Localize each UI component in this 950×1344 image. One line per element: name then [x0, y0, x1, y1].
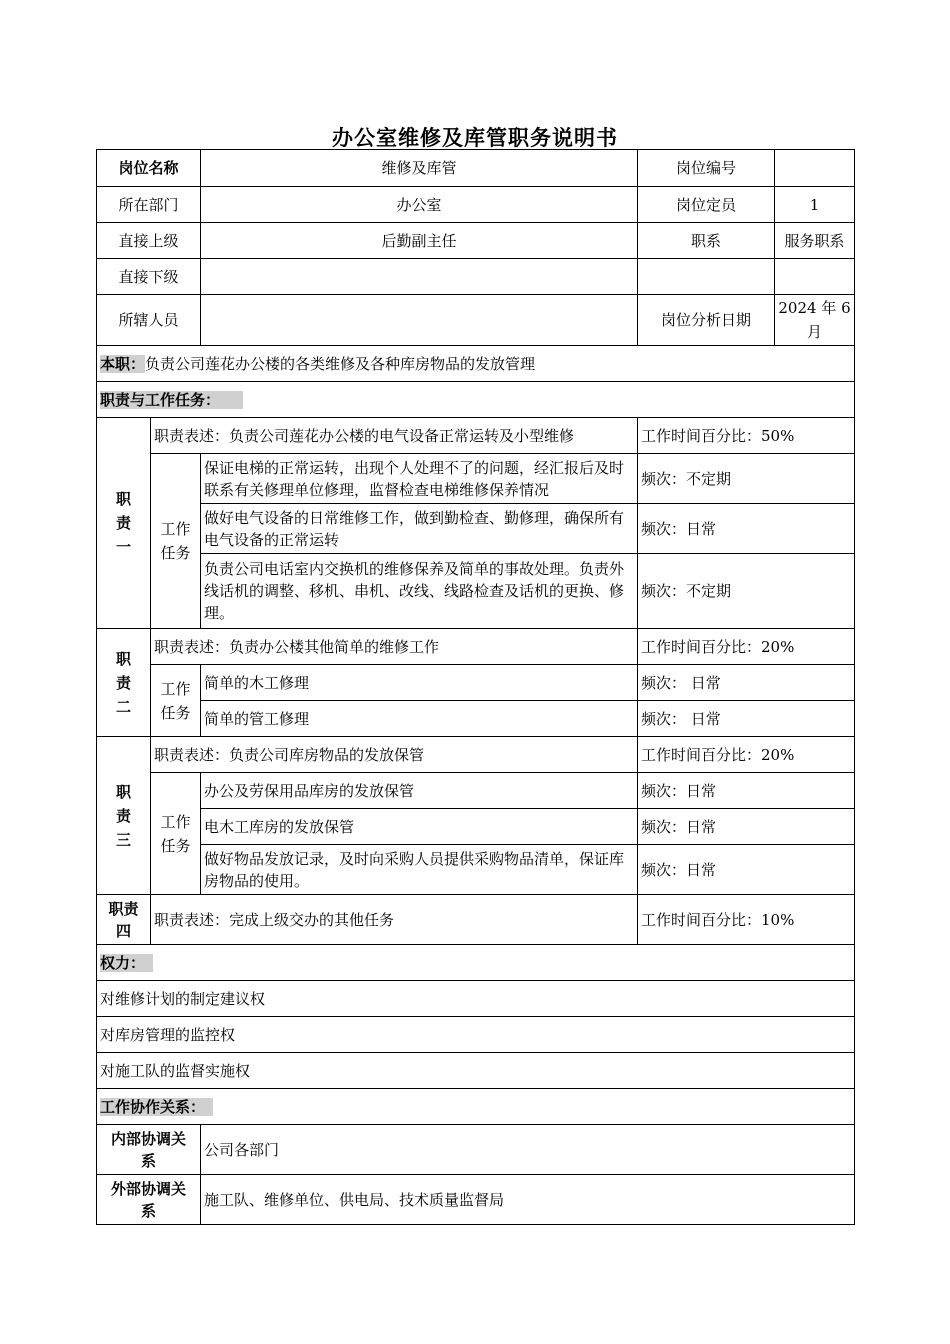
internal-relation-value: 公司各部门	[201, 1125, 855, 1175]
duty-1-task-label: 工作 任务	[151, 454, 201, 629]
duty-1-task-1-freq: 频次：不定期	[638, 454, 855, 504]
post-name-label: 岗位名称	[97, 150, 201, 187]
quota-value: 1	[775, 187, 855, 223]
post-no-label: 岗位编号	[638, 150, 775, 187]
page-title: 办公室维修及库管职务说明书	[332, 126, 618, 150]
duty-3-task-1: 办公及劳保用品库房的发放保管	[201, 773, 638, 809]
job-description-table	[96, 149, 855, 1225]
duties-heading-cell	[97, 382, 855, 418]
relations-heading-cell	[97, 1089, 855, 1125]
duty-3-percent: 工作时间百分比：20%	[638, 737, 855, 773]
main-duty-label: 本职：	[100, 354, 146, 373]
duty-4-name: 职责 四	[97, 895, 151, 945]
series-value: 服务职系	[775, 223, 855, 259]
power-item: 对维修计划的制定建议权	[97, 981, 855, 1017]
duties-heading: 职责与工作任务：	[100, 390, 213, 409]
external-relation-value: 施工队、维修单位、供电局、技术质量监督局	[201, 1175, 855, 1225]
duty-3-task-3: 做好物品发放记录，及时向采购人员提供采购物品清单，保证库房物品的使用。	[201, 845, 638, 895]
staff-value	[201, 295, 638, 346]
duty-4-percent: 工作时间百分比：10%	[638, 895, 855, 945]
duty-3-task-label: 工作 任务	[151, 773, 201, 895]
quota-label: 岗位定员	[638, 187, 775, 223]
powers-heading: 权力：	[100, 953, 138, 972]
duty-2-desc: 职责表述：负责办公楼其他简单的维修工作	[151, 629, 638, 665]
dept-label: 所在部门	[97, 187, 201, 223]
duty-3-task-3-freq: 频次：日常	[638, 845, 855, 895]
superior-value: 后勤副主任	[201, 223, 638, 259]
duty-2-task-2-freq: 频次： 日常	[638, 701, 855, 737]
post-name-value: 维修及库管	[201, 150, 638, 187]
duty-3-desc: 职责表述：负责公司库房物品的发放保管	[151, 737, 638, 773]
duty-1-task-3-freq: 频次：不定期	[638, 554, 855, 629]
subordinate-value	[201, 259, 638, 295]
staff-label: 所辖人员	[97, 295, 201, 346]
duty-2-task-1: 简单的木工修理	[201, 665, 638, 701]
internal-relation-label: 内部协调关 系	[97, 1125, 201, 1175]
date-value: 2024 年 6 月	[775, 295, 855, 346]
duty-1-desc: 职责表述：负责公司莲花办公楼的电气设备正常运转及小型维修	[151, 418, 638, 454]
external-relation-label: 外部协调关 系	[97, 1175, 201, 1225]
date-label: 岗位分析日期	[638, 295, 775, 346]
duty-2-name: 职 责 二	[97, 629, 151, 737]
duty-1-percent: 工作时间百分比：50%	[638, 418, 855, 454]
main-duty-text: 负责公司莲花办公楼的各类维修及各种库房物品的发放管理	[145, 354, 536, 373]
duty-1-task-3: 负责公司电话室内交换机的维修保养及简单的事故处理。负责外线话机的调整、移机、串机、改线、线路检查及话机的更换、修理。	[201, 554, 638, 629]
superior-label: 直接上级	[97, 223, 201, 259]
duty-4-desc: 职责表述：完成上级交办的其他任务	[151, 895, 638, 945]
relations-heading: 工作协作关系：	[100, 1097, 198, 1116]
subordinate-label: 直接下级	[97, 259, 201, 295]
duty-3-task-1-freq: 频次：日常	[638, 773, 855, 809]
duty-3-name: 职 责 三	[97, 737, 151, 895]
series-label: 职系	[638, 223, 775, 259]
duty-1-task-2: 做好电气设备的日常维修工作，做到勤检查、勤修理，确保所有电气设备的正常运转	[201, 504, 638, 554]
powers-heading-cell	[97, 945, 855, 981]
duty-2-percent: 工作时间百分比：20%	[638, 629, 855, 665]
dept-value: 办公室	[201, 187, 638, 223]
duty-2-task-label: 工作 任务	[151, 665, 201, 737]
power-item: 对库房管理的监控权	[97, 1017, 855, 1053]
power-item: 对施工队的监督实施权	[97, 1053, 855, 1089]
blank-cell	[775, 259, 855, 295]
duty-1-name: 职 责 一	[97, 418, 151, 629]
duty-3-task-2: 电木工库房的发放保管	[201, 809, 638, 845]
blank-cell	[638, 259, 775, 295]
duty-1-task-1: 保证电梯的正常运转，出现个人处理不了的问题，经汇报后及时联系有关修理单位修理，监督检查电梯维修保养情况	[201, 454, 638, 504]
duty-2-task-1-freq: 频次： 日常	[638, 665, 855, 701]
duty-3-task-2-freq: 频次：日常	[638, 809, 855, 845]
main-duty	[97, 346, 855, 382]
duty-2-task-2: 简单的管工修理	[201, 701, 638, 737]
duty-1-task-2-freq: 频次：日常	[638, 504, 855, 554]
post-no-value	[775, 150, 855, 187]
